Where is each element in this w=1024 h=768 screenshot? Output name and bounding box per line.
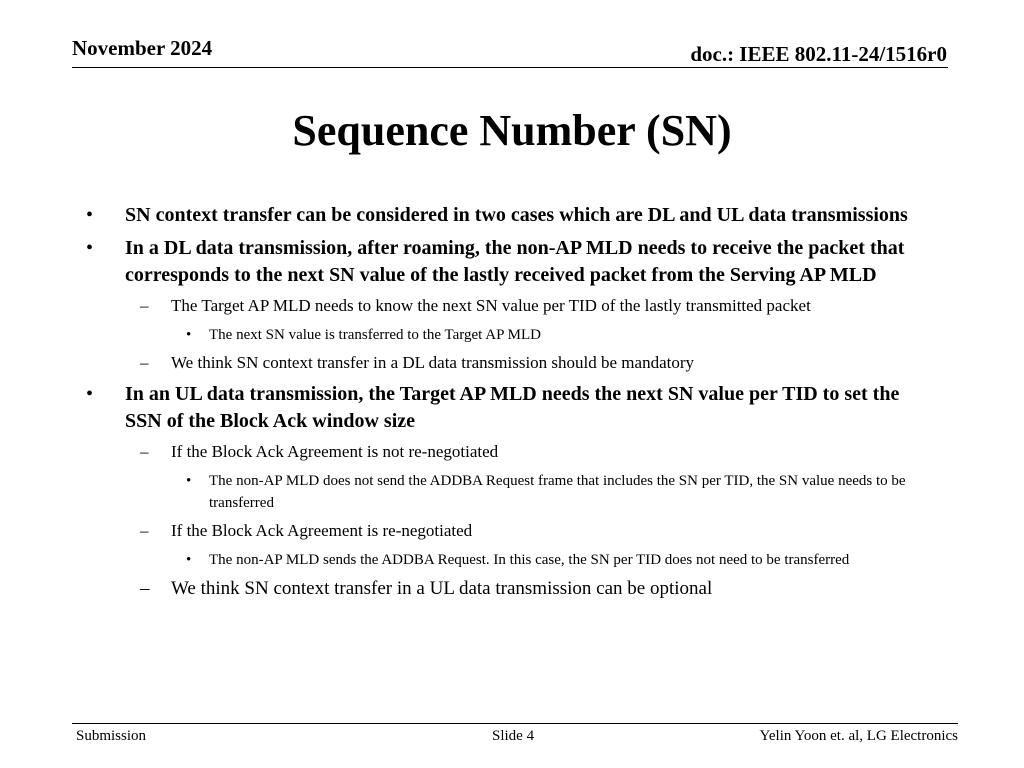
bullet-text: In a DL data transmission, after roaming, the non-AP MLD needs to receive the packet that corresponds to the next SN value of the lastly received packet from the Serving AP MLD: [125, 236, 905, 286]
bullet-text: If the Block Ack Agreement is not re-negotiated: [171, 441, 499, 461]
bullet-text: SN context transfer can be considered in two cases which are DL and UL data transmissions: [125, 204, 908, 226]
footer-submission: Submission: [76, 728, 147, 744]
bullet-dot-icon: •: [86, 204, 94, 226]
bullet-text: The non-AP MLD sends the ADDBA Request. In this case, the SN per TID does not need to be transferred: [209, 551, 850, 568]
bullet-text: In an UL data transmission, the Target AP MLD needs the next SN value per TID to set the SSN of the Block Ack window size: [125, 382, 900, 432]
bullet-text: The next SN value is transferred to the Target AP MLD: [209, 326, 541, 343]
bullet-level1: [0, 235, 935, 290]
bullet-level3: [0, 470, 924, 514]
bullet-level2: [0, 577, 951, 601]
bullet-dash-icon: –: [140, 352, 149, 372]
slide-title: Sequence Number (SN): [292, 106, 732, 155]
bullet-text: The non-AP MLD does not send the ADDBA Request frame that includes the SN per TID, the SN value needs to be transferred: [209, 472, 906, 511]
bullet-level2: [0, 295, 951, 317]
bullet-level1: [0, 381, 935, 436]
slide-body: [0, 202, 1024, 608]
bullet-text: We think SN context transfer in a UL data transmission can be optional: [171, 577, 713, 599]
header-doc-id: doc.: IEEE 802.11-24/1516r0: [690, 42, 947, 66]
bullet-dot-icon: •: [86, 236, 94, 259]
footer-slide-number: Slide 4: [492, 728, 535, 744]
bullet-text: If the Block Ack Agreement is re-negotiated: [171, 520, 473, 540]
bullet-dash-icon: –: [140, 520, 149, 540]
bullet-dot-icon: •: [186, 326, 192, 343]
bullet-dash-icon: –: [140, 441, 149, 461]
footer-authors: Yelin Yoon et. al, LG Electronics: [759, 728, 958, 744]
header-divider: [72, 67, 948, 68]
bullet-dot-icon: •: [186, 551, 192, 568]
bullet-level2: [0, 441, 951, 463]
bullet-level3: [0, 324, 924, 346]
bullet-text: We think SN context transfer in a DL data transmission should be mandatory: [171, 352, 694, 372]
bullet-dash-icon: –: [140, 295, 149, 315]
bullet-level2: [0, 520, 951, 542]
header-date: November 2024: [72, 36, 213, 60]
bullet-level2: [0, 352, 951, 374]
footer-divider: [72, 723, 958, 724]
bullet-text: The Target AP MLD needs to know the next SN value per TID of the lastly transmitted packet: [171, 295, 811, 315]
bullet-level3: [0, 549, 924, 571]
bullet-dot-icon: •: [86, 382, 94, 405]
bullet-level1: [0, 202, 935, 230]
bullet-dot-icon: •: [186, 472, 192, 489]
bullet-dash-icon: –: [140, 577, 150, 599]
